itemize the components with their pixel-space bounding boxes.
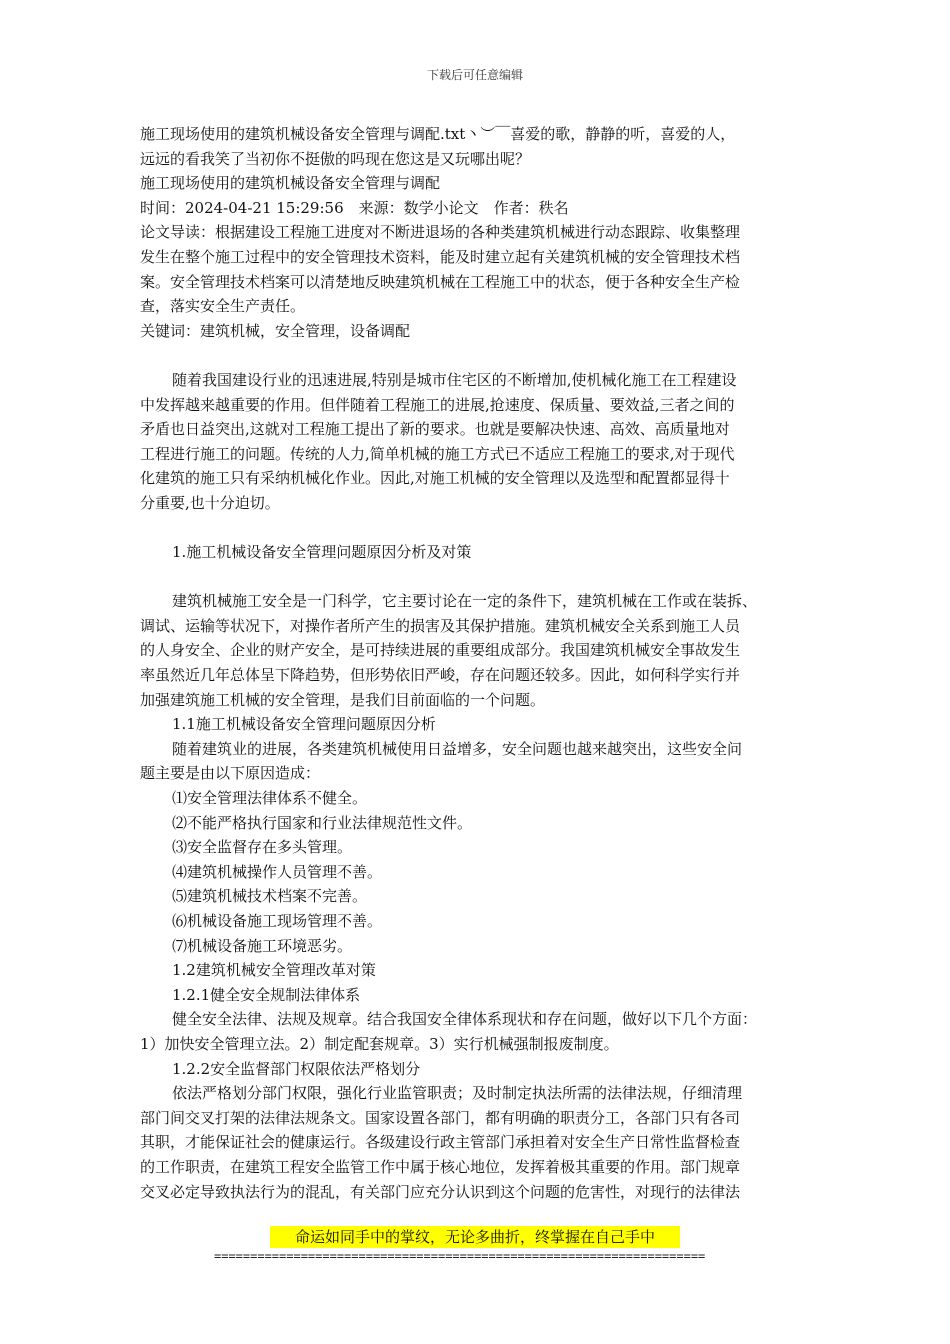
text-line: ⑴安全管理法律体系不健全。 (172, 789, 368, 808)
text-line: 率虽然近几年总体呈下降趋势，但形势依旧严峻，存在问题还较多。因此，如何科学实行并 (140, 666, 741, 685)
text-line: 交叉必定导致执法行为的混乱，有关部门应充分认识到这个问题的危害性，对现行的法律法 (140, 1182, 741, 1201)
text-line: 化建筑的施工只有采纳机械化作业。因此,对施工机械的安全管理以及选型和配置都显得十 (140, 469, 730, 488)
text-line: 1.施工机械设备安全管理问题原因分析及对策 (172, 543, 472, 562)
text-line: 健全安全法律、法规及规章。结合我国安全律体系现状和存在问题，做好以下几个方面： (172, 1010, 758, 1029)
text-line: 1.2.1健全安全规制法律体系 (172, 985, 361, 1004)
text-line: 施工现场使用的建筑机械设备安全管理与调配.txt丶︶￣喜爱的歌，静静的听，喜爱的人， (140, 125, 736, 143)
document-body (140, 122, 812, 1204)
text-line: 分重要,也十分迫切。 (140, 493, 280, 512)
text-line: 其职，才能保证社会的健康运行。各级建设行政主管部门承担着对安全生产日常性监督检查 (140, 1133, 741, 1152)
text-line: 论文导读：根据建设工程施工进度对不断进退场的各种类建筑机械进行动态跟踪、收集整理 (140, 223, 741, 242)
text-line: 矛盾也日益突出,这就对工程施工提出了新的要求。也就是要解决快速、高效、高质量地对 (140, 420, 730, 439)
text-line: 随着我国建设行业的迅速进展,特别是城市住宅区的不断增加,使机械化施工在工程建设 (172, 370, 737, 389)
text-line: ⑵不能严格执行国家和行业法律规范性文件。 (172, 813, 473, 832)
text-line: 远远的看我笑了当初你不挺傲的吗现在您这是又玩哪出呢？ (140, 149, 531, 168)
footer-separator: ==================================================================== (214, 1249, 706, 1263)
text-line: 发生在整个施工过程中的安全管理技术资料，能及时建立起有关建筑机械的安全管理技术档 (140, 247, 741, 266)
text-line: 调试、运输等状况下，对操作者所产生的损害及其保护措施。建筑机械安全关系到施工人员 (140, 616, 741, 635)
text-line: ⑺机械设备施工环境恶劣。 (172, 936, 353, 955)
text-line: 施工现场使用的建筑机械设备安全管理与调配 (140, 174, 441, 193)
text-line: 依法严格划分部门权限，强化行业监管职责；及时制定执法所需的法律法规，仔细清理 (172, 1084, 743, 1103)
text-line: 时间：2024-04-21 15:29:56 来源：数学小论文 作者：秩名 (140, 198, 569, 217)
text-line: ⑹机械设备施工现场管理不善。 (172, 912, 383, 930)
text-line: 建筑机械施工安全是一门科学，它主要讨论在一定的条件下，建筑机械在工作或在装拆、 (172, 592, 758, 611)
text-line: 查，落实安全生产责任。 (140, 297, 306, 316)
text-line: 随着建筑业的进展，各类建筑机械使用日益增多，安全问题也越来越突出，这些安全问 (172, 739, 743, 758)
text-line: 工程进行施工的问题。传统的人力,简单机械的施工方式已不适应工程施工的要求,对于现代 (140, 444, 735, 463)
text-line: 关键词：建筑机械，安全管理，设备调配 (140, 321, 411, 340)
text-line: 题主要是由以下原因造成： (140, 764, 321, 783)
text-line: 1.2.2安全监督部门权限依法严格划分 (172, 1059, 421, 1078)
blank-line (140, 516, 812, 541)
text-line: ⑶安全监督存在多头管理。 (172, 838, 353, 857)
blank-line (140, 343, 812, 368)
text-line: 1.1施工机械设备安全管理问题原因分析 (172, 715, 436, 734)
text-line: 案。安全管理技术档案可以清楚地反映建筑机械在工程施工中的状态，便于各种安全生产检 (140, 272, 741, 291)
footer-highlight-quote: 命运如同手中的掌纹，无论多曲折，终掌握在自己手中 (270, 1226, 680, 1248)
blank-line (140, 565, 812, 590)
text-line: 加强建筑施工机械的安全管理，是我们目前面临的一个问题。 (140, 690, 546, 709)
text-line: ⑸建筑机械技术档案不完善。 (172, 887, 368, 906)
text-line: 的人身安全、企业的财产安全，是可持续进展的重要组成部分。我国建筑机械安全事故发生 (140, 641, 741, 660)
text-line: 中发挥越来越重要的作用。但伴随着工程施工的进展,抢速度、保质量、要效益,三者之间的 (140, 395, 735, 414)
text-line: 部门间交叉打架的法律法规条文。国家设置各部门，都有明确的职责分工，各部门只有各司 (140, 1108, 741, 1127)
header-note: 下载后可任意编辑 (426, 68, 523, 82)
text-line: 的工作职责，在建筑工程安全监管工作中属于核心地位，发挥着极其重要的作用。部门规章 (140, 1157, 741, 1176)
text-line: 1）加快安全管理立法。2）制定配套规章。3）实行机械强制报废制度。 (140, 1034, 619, 1053)
text-line: 1.2建筑机械安全管理改革对策 (172, 961, 376, 980)
text-line: ⑷建筑机械操作人员管理不善。 (172, 862, 383, 881)
